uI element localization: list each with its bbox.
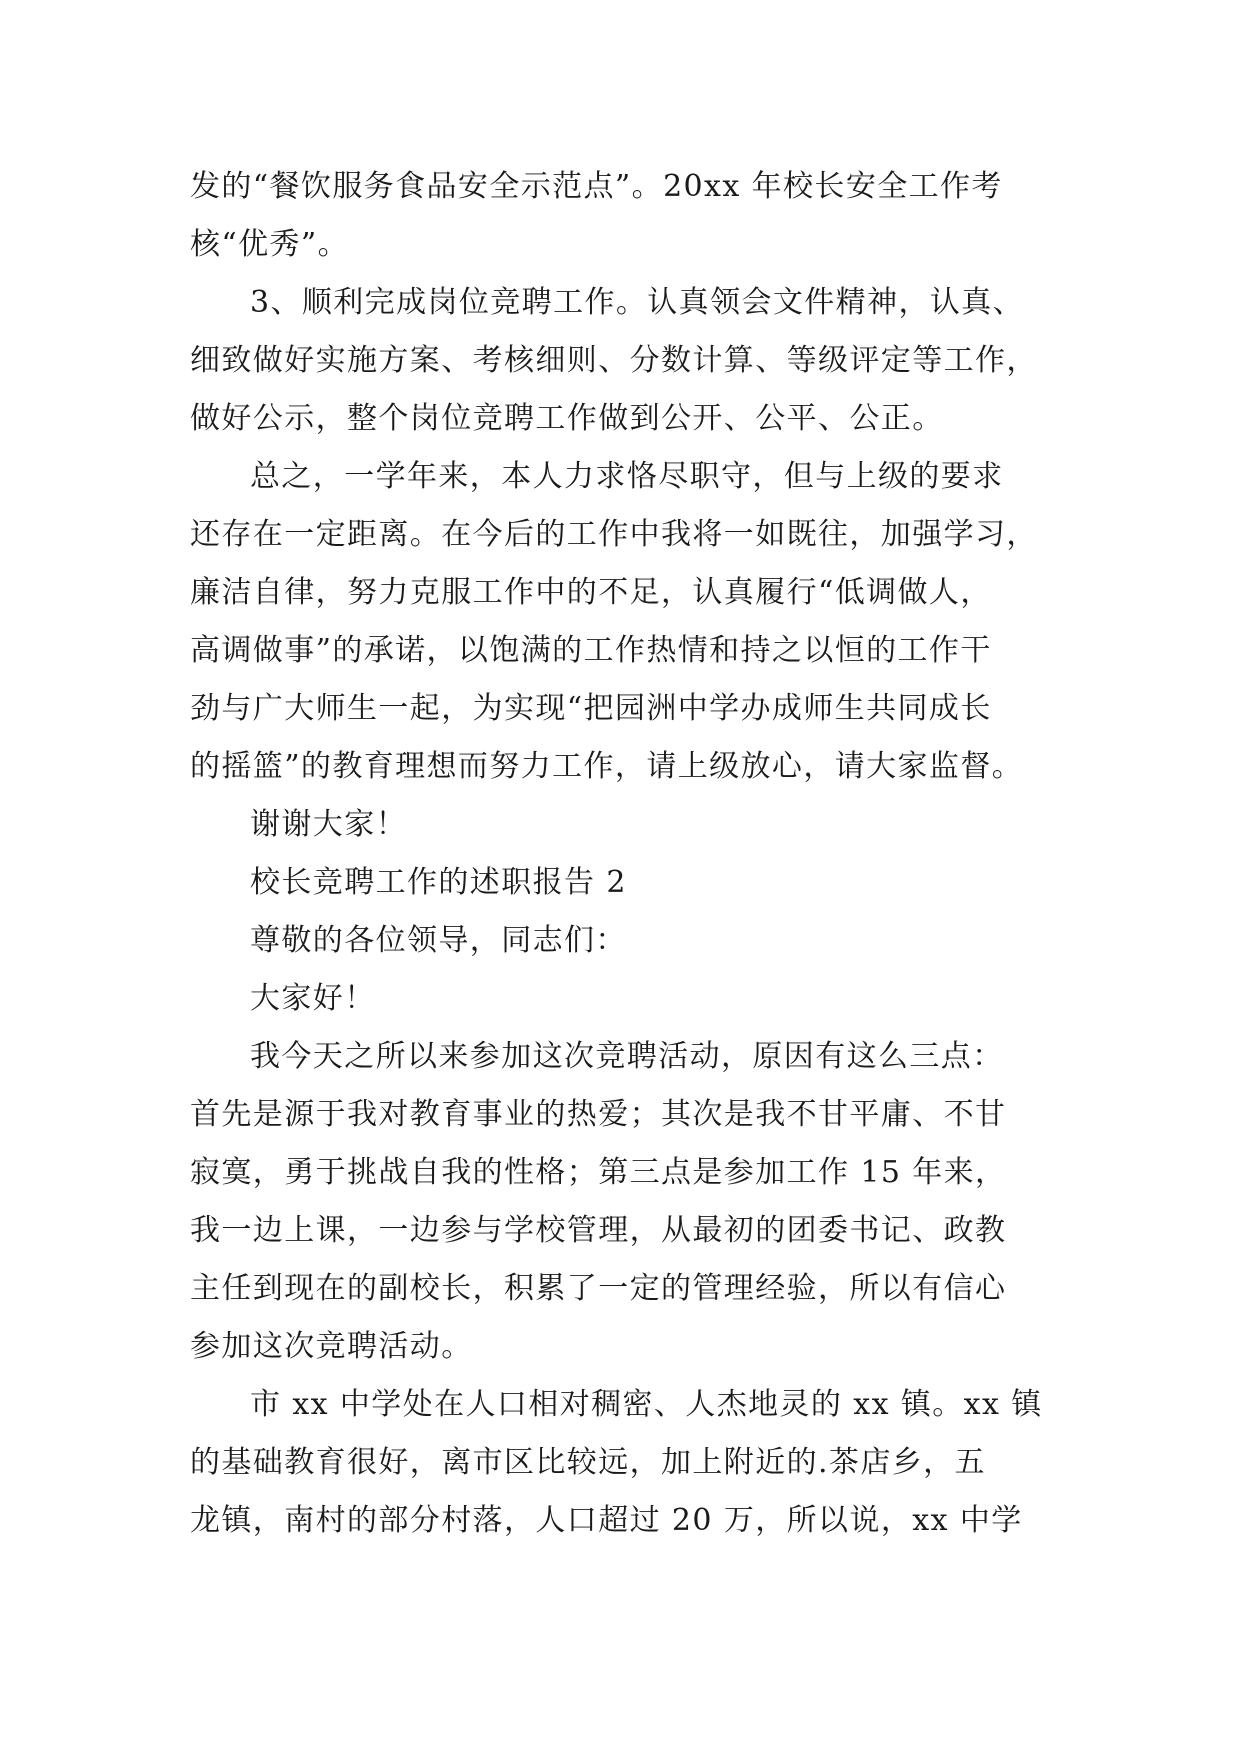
text-line: 还存在一定距离。在今后的工作中我将一如既往，加强学习，: [190, 517, 1038, 552]
text-line: 3、顺利完成岗位竞聘工作。认真领会文件精神，认真、: [250, 285, 1025, 320]
text-line: 参加这次竞聘活动。: [190, 1329, 473, 1364]
text-line: 做好公示，整个岗位竞聘工作做到公开、公平、公正。: [190, 401, 944, 436]
text-line: 发的“餐饮服务食品安全示范点”。20xx 年校长安全工作考: [190, 169, 1003, 204]
text-line: 的摇篮”的教育理想而努力工作，请上级放心，请大家监督。: [190, 749, 1024, 784]
text-line: 我今天之所以来参加这次竞聘活动，原因有这么三点：: [250, 1039, 1004, 1074]
text-line: 主任到现在的副校长，积累了一定的管理经验，所以有信心: [190, 1271, 1007, 1306]
greeting: 大家好！: [250, 981, 376, 1016]
text-line: 核“优秀”。: [190, 227, 350, 262]
text-line: 的基础教育很好，离市区比较远，加上附近的.茶店乡，五: [190, 1445, 986, 1480]
text-line: 高调做事”的承诺，以饱满的工作热情和持之以恒的工作干: [190, 633, 992, 668]
text-line: 龙镇，南村的部分村落，人口超过 20 万，所以说，xx 中学: [190, 1503, 1023, 1538]
text-line: 谢谢大家！: [250, 807, 407, 842]
text-line: 市 xx 中学处在人口相对稠密、人杰地灵的 xx 镇。xx 镇: [250, 1387, 1043, 1422]
text-line: 廉洁自律，努力克服工作中的不足，认真履行“低调做人，: [190, 575, 992, 610]
text-line: 总之，一学年来，本人力求恪尽职守，但与上级的要求: [250, 459, 1004, 494]
text-line: 劲与广大师生一起，为实现“把园洲中学办成师生共同成长: [190, 691, 992, 726]
text-line: 寂寞，勇于挑战自我的性格；第三点是参加工作 15 年来，: [190, 1155, 1007, 1190]
salutation: 尊敬的各位领导，同志们：: [250, 923, 627, 958]
text-line: 细致做好实施方案、考核细则、分数计算、等级评定等工作，: [190, 343, 1038, 378]
text-line: 我一边上课，一边参与学校管理，从最初的团委书记、政教: [190, 1213, 1007, 1248]
text-line: 首先是源于我对教育事业的热爱；其次是我不甘平庸、不甘: [190, 1097, 1007, 1132]
section-heading: 校长竞聘工作的述职报告 2: [250, 865, 627, 900]
